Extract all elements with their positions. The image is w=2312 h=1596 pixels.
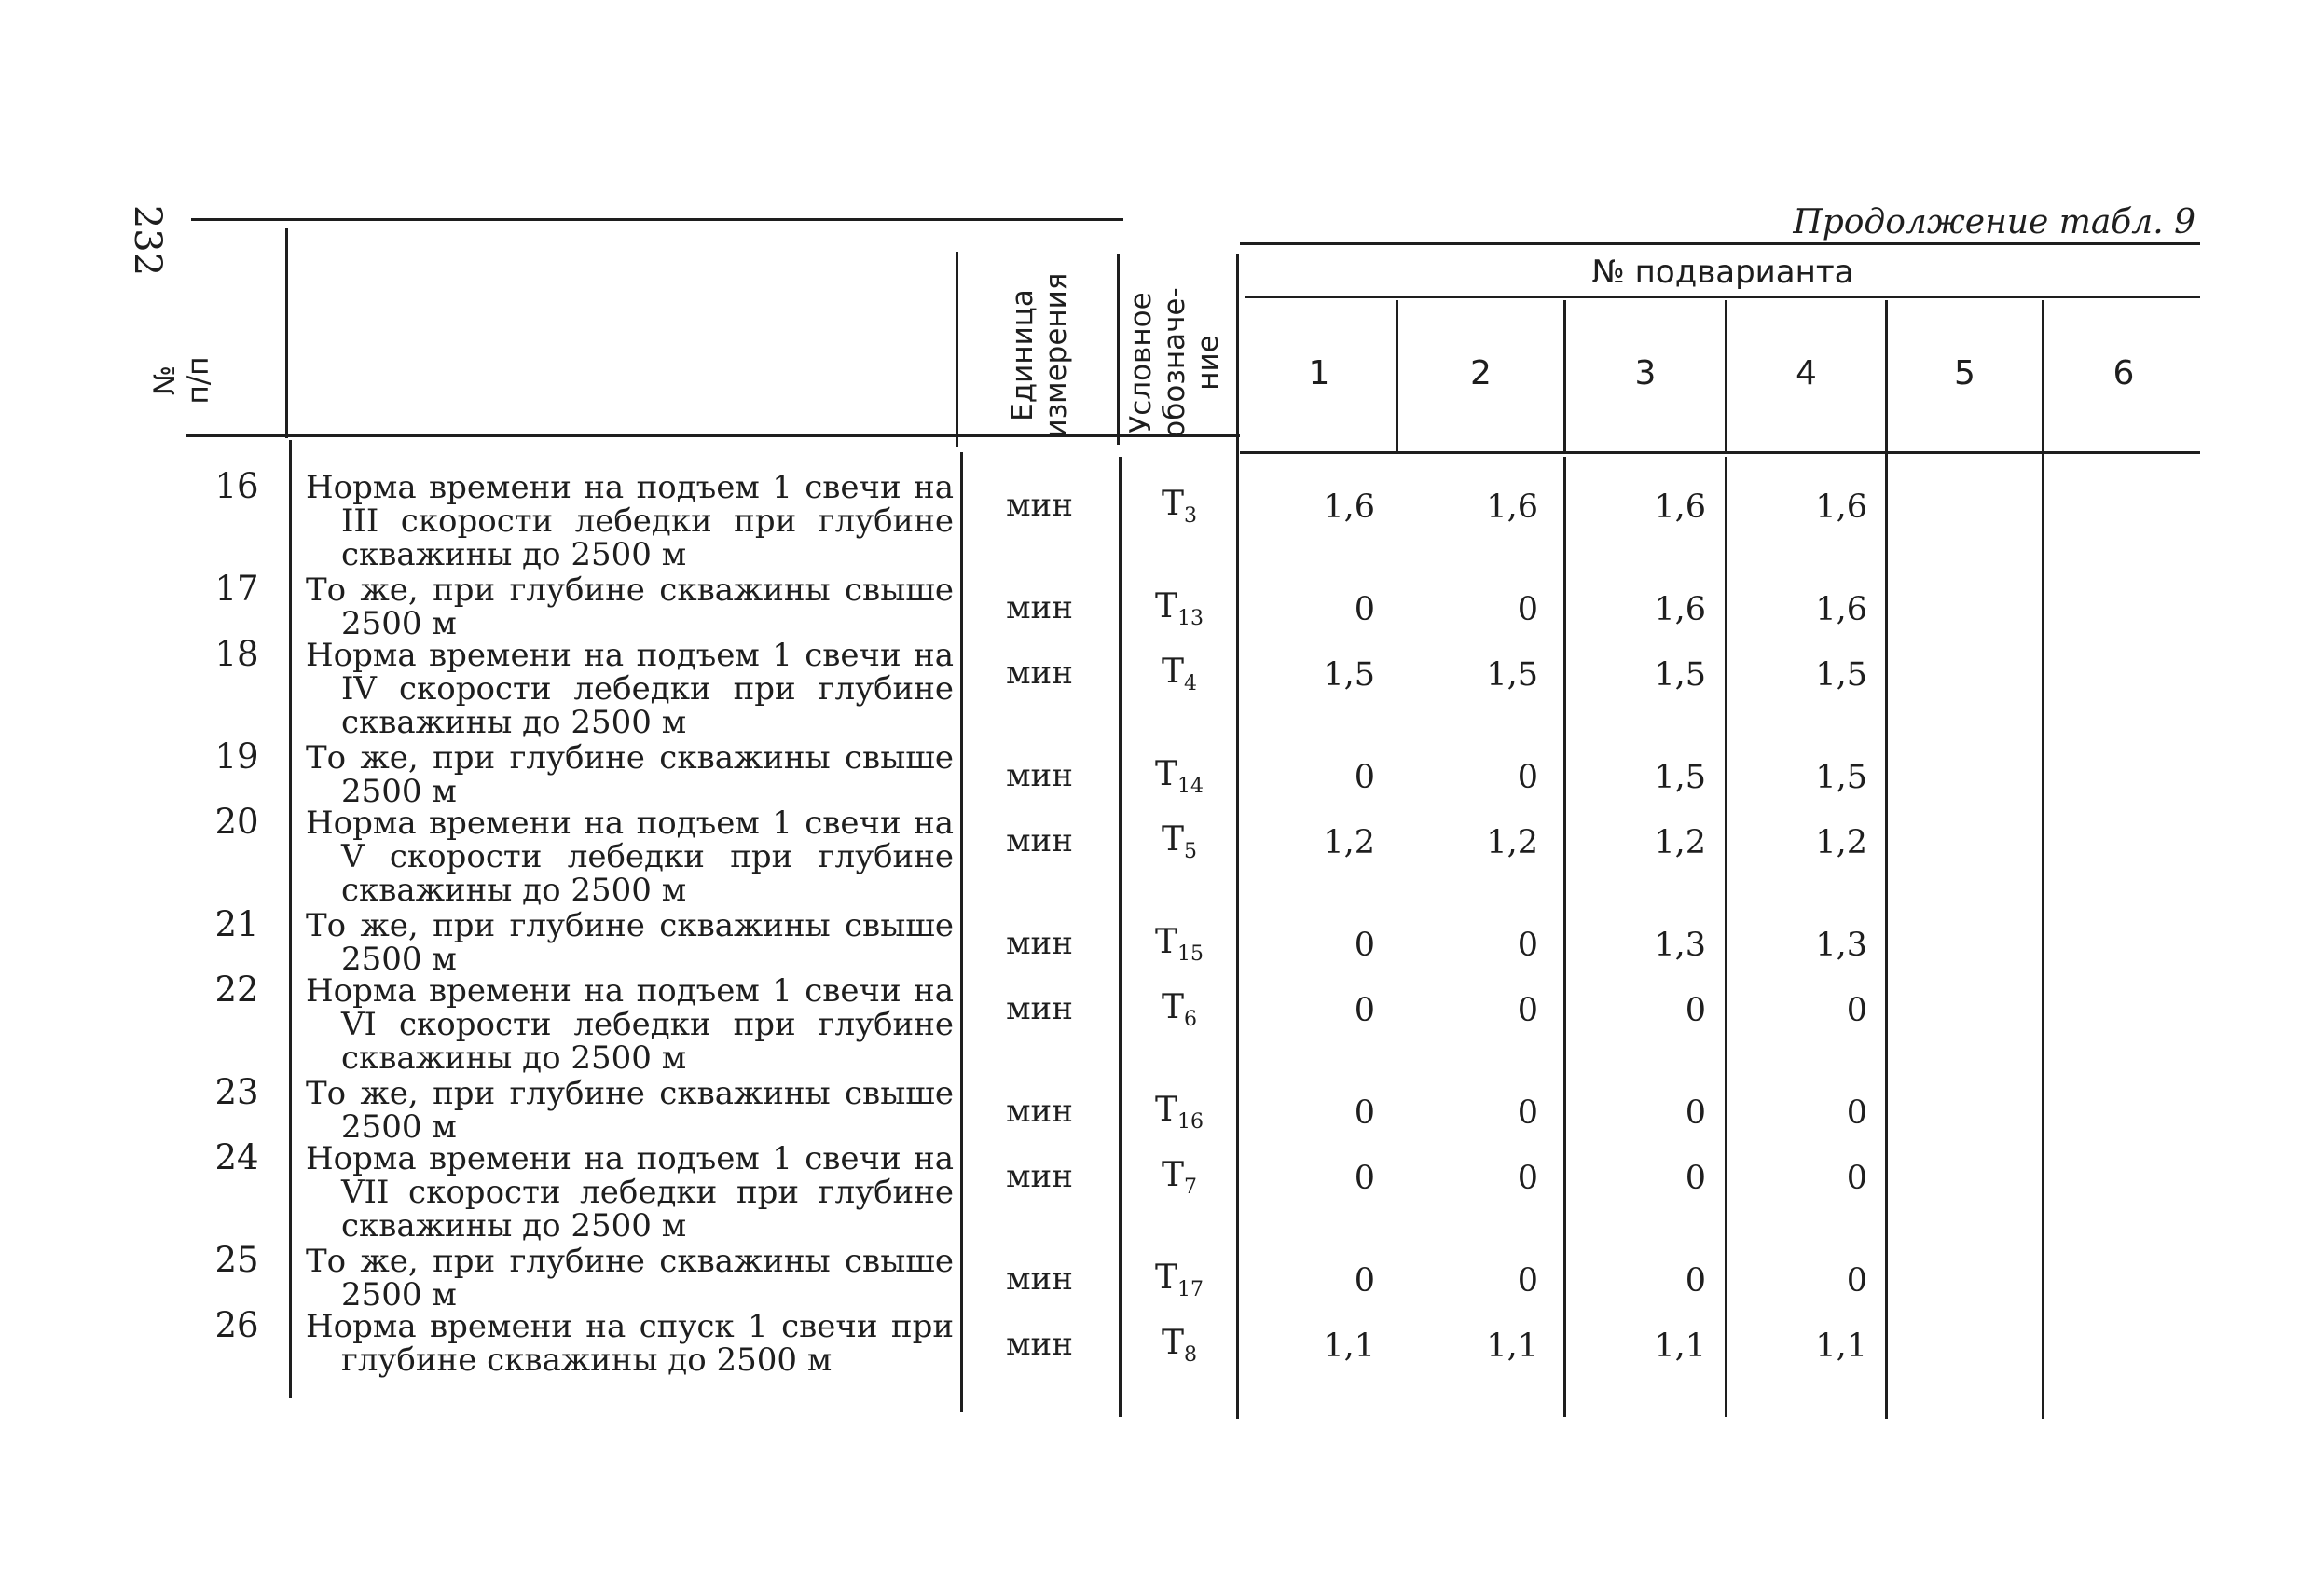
value-cell-col-3: 1,3 xyxy=(1654,927,1706,964)
row-description xyxy=(306,806,954,907)
column-divider xyxy=(285,228,288,438)
value-cell-col-4: 0 xyxy=(1846,1160,1867,1197)
value-cell-col-2: 1,5 xyxy=(1486,656,1538,694)
description-line: Норма времени на спуск 1 свечи при xyxy=(306,1308,954,1345)
symbol-subscript: 6 xyxy=(1184,1008,1197,1032)
value-cell-col-3: 0 xyxy=(1685,1160,1706,1197)
row-number: 24 xyxy=(214,1137,259,1177)
row-number: 21 xyxy=(214,904,259,944)
row-unit: мин xyxy=(1006,589,1073,626)
symbol-subscript: 15 xyxy=(1177,942,1204,967)
row-number: 17 xyxy=(214,569,259,609)
row-description xyxy=(306,639,954,739)
description-line: IV скорости лебедки при глубине xyxy=(341,670,954,708)
row-unit: мин xyxy=(1006,487,1073,524)
value-cell-col-1: 0 xyxy=(1354,927,1375,964)
row-number: 18 xyxy=(214,634,259,674)
row-unit: мин xyxy=(1006,1158,1073,1195)
description-line: VII скорости лебедки при глубине xyxy=(341,1174,954,1211)
column-divider xyxy=(1119,457,1122,1417)
value-cell-col-4: 0 xyxy=(1846,1262,1867,1300)
row-unit: мин xyxy=(1006,925,1073,962)
description-line: скважины до 2500 м xyxy=(341,536,687,573)
value-cell-col-3: 0 xyxy=(1685,1262,1706,1300)
description-line: 2500 м xyxy=(341,605,457,642)
row-symbol xyxy=(1123,988,1235,1031)
symbol-letter: T xyxy=(1154,1091,1177,1129)
description-line: То же, при глубине скважины свыше xyxy=(306,907,954,944)
header-bottom-rule-right xyxy=(1240,451,2200,454)
value-cell-col-3: 1,2 xyxy=(1654,824,1706,861)
row-symbol xyxy=(1123,1091,1235,1134)
value-cell-col-3: 1,6 xyxy=(1654,591,1706,628)
row-unit: мин xyxy=(1006,654,1073,692)
value-cell-col-1: 1,2 xyxy=(1323,824,1375,861)
description-line: То же, при глубине скважины свыше xyxy=(306,571,954,609)
value-cell-col-2: 0 xyxy=(1517,1160,1538,1197)
description-line: глубине скважины до 2500 м xyxy=(341,1341,833,1379)
value-cell-col-1: 0 xyxy=(1354,1160,1375,1197)
value-cell-col-2: 0 xyxy=(1517,992,1538,1029)
value-cell-col-1: 1,1 xyxy=(1323,1328,1375,1365)
symbol-subscript: 13 xyxy=(1177,607,1204,631)
column-header-6: 6 xyxy=(2112,354,2135,392)
symbol-subscript: 3 xyxy=(1184,504,1197,529)
symbol-subscript: 17 xyxy=(1177,1278,1204,1302)
column-divider xyxy=(1563,457,1566,1417)
row-number: 16 xyxy=(214,466,259,506)
row-number: 23 xyxy=(214,1072,259,1112)
row-description xyxy=(306,1077,954,1144)
description-line: 2500 м xyxy=(341,773,457,810)
column-divider xyxy=(1725,457,1727,1417)
row-unit: мин xyxy=(1006,1260,1073,1298)
row-description xyxy=(306,741,954,808)
description-line: То же, при глубине скважины свыше xyxy=(306,1075,954,1112)
value-cell-col-3: 0 xyxy=(1685,1094,1706,1132)
row-symbol xyxy=(1123,587,1235,630)
value-cell-col-4: 1,5 xyxy=(1815,656,1867,694)
row-unit: мин xyxy=(1006,1093,1073,1130)
column-divider xyxy=(289,440,292,1398)
column-header-4: 4 xyxy=(1796,354,1817,392)
symbol-subscript: 8 xyxy=(1184,1343,1197,1368)
symbol-letter: T xyxy=(1161,1324,1184,1362)
row-description xyxy=(306,1310,954,1377)
row-symbol xyxy=(1123,820,1235,863)
subvariant-group-header: № подварианта xyxy=(1591,254,1854,291)
row-description xyxy=(306,573,954,640)
symbol-subscript: 14 xyxy=(1177,775,1204,799)
description-line: скважины до 2500 м xyxy=(341,1207,687,1245)
description-line: скважины до 2500 м xyxy=(341,1039,687,1077)
row-number: 20 xyxy=(214,802,259,842)
description-line: скважины до 2500 м xyxy=(341,872,687,909)
description-line: Норма времени на подъем 1 свечи на xyxy=(306,1140,954,1177)
row-description xyxy=(306,909,954,976)
row-number: 25 xyxy=(214,1240,259,1280)
value-cell-col-1: 0 xyxy=(1354,759,1375,796)
column-divider xyxy=(1117,254,1120,445)
header-bottom-rule-left xyxy=(186,434,1240,437)
symbol-letter: T xyxy=(1154,923,1177,961)
value-cell-col-2: 1,6 xyxy=(1486,488,1538,526)
column-header-5: 5 xyxy=(1954,354,1975,392)
value-cell-col-2: 1,1 xyxy=(1486,1328,1538,1365)
value-cell-col-2: 0 xyxy=(1517,1094,1538,1132)
row-number: 22 xyxy=(214,970,259,1010)
row-symbol xyxy=(1123,1324,1235,1367)
value-cell-col-4: 0 xyxy=(1846,992,1867,1029)
header-unit: Единица измерения xyxy=(1006,272,1073,438)
table-top-rule-left xyxy=(191,218,1123,221)
group-header-rule xyxy=(1245,296,2200,298)
symbol-subscript: 16 xyxy=(1177,1110,1204,1135)
symbol-subscript: 5 xyxy=(1184,840,1197,864)
page-number: 232 xyxy=(126,204,170,277)
symbol-letter: T xyxy=(1161,988,1184,1026)
symbol-letter: T xyxy=(1154,587,1177,626)
symbol-letter: T xyxy=(1154,1259,1177,1297)
description-line: То же, при глубине скважины свыше xyxy=(306,1243,954,1280)
description-line: Норма времени на подъем 1 свечи на xyxy=(306,805,954,842)
symbol-letter: T xyxy=(1154,755,1177,793)
value-cell-col-3: 0 xyxy=(1685,992,1706,1029)
row-unit: мин xyxy=(1006,1326,1073,1363)
symbol-letter: T xyxy=(1161,1156,1184,1194)
table-caption: Продолжение табл. 9 xyxy=(1793,203,2195,241)
row-symbol xyxy=(1123,485,1235,528)
value-cell-col-1: 1,5 xyxy=(1323,656,1375,694)
value-cell-col-3: 1,5 xyxy=(1654,656,1706,694)
column-divider xyxy=(1885,300,1888,1419)
value-cell-col-2: 0 xyxy=(1517,591,1538,628)
symbol-letter: T xyxy=(1161,653,1184,691)
column-header-1: 1 xyxy=(1308,354,1330,392)
value-cell-col-1: 0 xyxy=(1354,591,1375,628)
row-description xyxy=(306,1245,954,1312)
value-cell-col-1: 0 xyxy=(1354,1262,1375,1300)
value-cell-col-2: 0 xyxy=(1517,1262,1538,1300)
header-row-number: № п/п xyxy=(148,356,215,405)
description-line: 2500 м xyxy=(341,941,457,978)
value-cell-col-2: 0 xyxy=(1517,759,1538,796)
symbol-subscript: 4 xyxy=(1184,672,1197,696)
value-cell-col-1: 0 xyxy=(1354,1094,1375,1132)
description-line: 2500 м xyxy=(341,1108,457,1146)
value-cell-col-4: 1,2 xyxy=(1815,824,1867,861)
row-number: 26 xyxy=(214,1305,259,1345)
column-header-2: 2 xyxy=(1470,354,1492,392)
value-cell-col-4: 1,6 xyxy=(1815,488,1867,526)
table-top-rule-right xyxy=(1240,242,2200,245)
description-line: скважины до 2500 м xyxy=(341,704,687,741)
row-symbol xyxy=(1123,923,1235,966)
column-header-3: 3 xyxy=(1634,354,1657,392)
column-divider xyxy=(2042,300,2044,1419)
description-line: VI скорости лебедки при глубине xyxy=(341,1006,954,1043)
value-cell-col-1: 1,6 xyxy=(1323,488,1375,526)
row-symbol xyxy=(1123,653,1235,695)
value-cell-col-4: 1,3 xyxy=(1815,927,1867,964)
column-divider xyxy=(956,252,958,447)
row-symbol xyxy=(1123,1259,1235,1301)
value-cell-col-3: 1,1 xyxy=(1654,1328,1706,1365)
row-unit: мин xyxy=(1006,822,1073,860)
row-description xyxy=(306,471,954,571)
row-description xyxy=(306,1142,954,1243)
value-cell-col-3: 1,5 xyxy=(1654,759,1706,796)
value-cell-col-4: 1,1 xyxy=(1815,1328,1867,1365)
value-cell-col-4: 1,6 xyxy=(1815,591,1867,628)
value-cell-col-3: 1,6 xyxy=(1654,488,1706,526)
description-line: Норма времени на подъем 1 свечи на xyxy=(306,469,954,506)
column-divider xyxy=(1236,254,1239,1419)
row-symbol xyxy=(1123,755,1235,798)
row-description xyxy=(306,974,954,1075)
symbol-letter: T xyxy=(1161,820,1184,859)
value-cell-col-2: 0 xyxy=(1517,927,1538,964)
row-unit: мин xyxy=(1006,990,1073,1027)
row-number: 19 xyxy=(214,736,259,777)
value-cell-col-4: 1,5 xyxy=(1815,759,1867,796)
row-symbol xyxy=(1123,1156,1235,1199)
description-line: То же, при глубине скважины свыше xyxy=(306,739,954,777)
description-line: Норма времени на подъем 1 свечи на xyxy=(306,972,954,1010)
header-symbol: Условное обозначе- ние xyxy=(1124,287,1225,438)
description-line: 2500 м xyxy=(341,1276,457,1314)
symbol-subscript: 7 xyxy=(1184,1176,1197,1200)
description-line: Норма времени на подъем 1 свечи на xyxy=(306,637,954,674)
symbol-letter: T xyxy=(1161,485,1184,523)
value-cell-col-1: 0 xyxy=(1354,992,1375,1029)
value-cell-col-4: 0 xyxy=(1846,1094,1867,1132)
description-line: V скорости лебедки при глубине xyxy=(341,838,954,875)
row-unit: мин xyxy=(1006,757,1073,794)
value-cell-col-2: 1,2 xyxy=(1486,824,1538,861)
description-line: III скорости лебедки при глубине xyxy=(341,502,954,540)
